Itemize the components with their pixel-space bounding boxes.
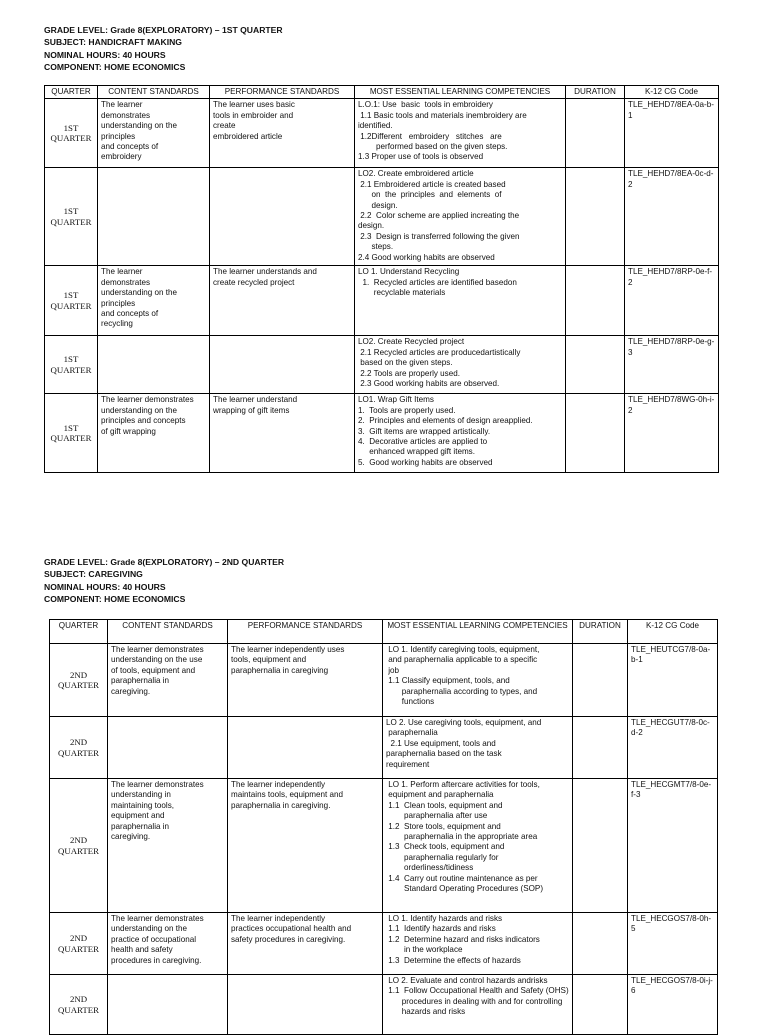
q1-table-row bbox=[45, 168, 719, 266]
q1-content-standards-cell bbox=[98, 266, 210, 336]
cell-line: procedures in caregiving. bbox=[111, 955, 202, 965]
q1-cg-code-cell: TLE_HEHD7/8RP-0e-g-3 bbox=[625, 336, 719, 394]
q1-table-row bbox=[45, 336, 719, 394]
q2-cg-code-cell: TLE_HECGMT7/8-0e-f-3 bbox=[628, 779, 718, 913]
q2-table-row bbox=[50, 779, 718, 913]
q1-quarter-header: QUARTER bbox=[45, 86, 98, 99]
q2-table-row bbox=[50, 913, 718, 975]
cell-line: of gift wrapping bbox=[101, 426, 156, 436]
cell-line: enhanced wrapped gift items. bbox=[358, 447, 475, 457]
q1-cg-code-header: K-12 CG Code bbox=[625, 86, 719, 99]
cell-line: 1.1 Basic tools and materials inembroidery are bbox=[358, 110, 527, 120]
q2-subject: SUBJECT: CAREGIVING bbox=[44, 569, 143, 580]
cell-line: hazards and risks bbox=[386, 1007, 466, 1017]
q1-competencies-cell bbox=[355, 266, 566, 336]
cell-line: 2.2 Color scheme are applied increating the bbox=[358, 211, 520, 221]
cell-line: The learner bbox=[101, 100, 143, 110]
cell-line: understanding on the bbox=[101, 121, 178, 131]
q2-cg-code-cell: TLE_HECGOS7/8-0i-j-6 bbox=[628, 975, 718, 1035]
cell-line: 2.1 Embroidered article is created based bbox=[358, 179, 506, 189]
cell-line: paraphernalia according to types, and bbox=[386, 686, 538, 696]
cell-line: job bbox=[386, 665, 400, 675]
cell-line: maintains tools, equipment and bbox=[231, 790, 344, 800]
cell-line: paraphernalia bbox=[386, 728, 438, 738]
q1-duration-header: DURATION bbox=[566, 86, 625, 99]
q2-duration-cell bbox=[573, 975, 628, 1035]
q1-performance-standards-cell bbox=[210, 99, 355, 168]
q1-header-row bbox=[45, 86, 719, 99]
q2-duration-cell bbox=[573, 644, 628, 717]
q2-cg-code-cell: TLE_HECGUT7/8-0c-d-2 bbox=[628, 717, 718, 779]
q1-header bbox=[44, 24, 283, 73]
cell-line: The learner uses basic bbox=[213, 100, 295, 110]
cell-line: 2.1 Use equipment, tools and bbox=[386, 738, 496, 748]
cell-line: demonstrates bbox=[101, 110, 151, 120]
cell-line: and concepts of bbox=[101, 309, 159, 319]
cell-line: embroidered article bbox=[213, 131, 283, 141]
cell-line: LO 1. Perform aftercare activities for tools, bbox=[386, 780, 540, 789]
q2-duration-cell bbox=[573, 717, 628, 779]
cell-line: demonstrates bbox=[101, 277, 151, 287]
q2-performance-standards-cell bbox=[228, 913, 383, 975]
q1-competencies-cell bbox=[355, 394, 566, 473]
cell-line: understanding on the bbox=[111, 924, 188, 934]
cell-line: 1.3 Determine the effects of hazards bbox=[386, 955, 521, 965]
cell-line: The learner understands and bbox=[213, 267, 317, 277]
q1-performance-standards-cell bbox=[210, 336, 355, 394]
q1-table bbox=[44, 85, 719, 473]
q1-cg-code-cell: TLE_HEHD7/8RP-0e-f-2 bbox=[625, 266, 719, 336]
q1-table-row bbox=[45, 99, 719, 168]
q2-content-standards-cell bbox=[108, 975, 228, 1035]
q2-competencies-cell bbox=[383, 913, 573, 975]
cell-line: 1.2 Store tools, equipment and bbox=[386, 821, 501, 831]
cell-line: LO 1. Identify hazards and risks bbox=[386, 914, 503, 923]
cell-line: 1.2 Determine hazard and risks indicators bbox=[386, 934, 540, 944]
q2-content-standards-cell bbox=[108, 779, 228, 913]
cell-line: principles bbox=[101, 131, 136, 141]
cell-line: paraphernalia based on the task bbox=[386, 749, 502, 759]
cell-line: Standard Operating Procedures (SOP) bbox=[386, 884, 544, 894]
q1-performance-standards-cell bbox=[210, 394, 355, 473]
cell-line: caregiving. bbox=[111, 832, 151, 842]
q1-duration-cell bbox=[566, 266, 625, 336]
cell-line: The learner demonstrates bbox=[101, 395, 194, 405]
cell-line: 1.1 Classify equipment, tools, and bbox=[386, 676, 510, 686]
q2-header-row bbox=[50, 620, 718, 644]
cell-line: 1.1 Follow Occupational Health and Safety (OHS) bbox=[386, 986, 569, 996]
cell-line: 2.3 Good working habits are observed. bbox=[358, 379, 500, 389]
q1-cg-code-cell: TLE_HEHD7/8WG-0h-i-2 bbox=[625, 394, 719, 473]
q1-grade-level: GRADE LEVEL: Grade 8(EXPLORATORY) – 1ST QUARTER bbox=[44, 25, 283, 35]
cell-line: embroidery bbox=[101, 152, 142, 162]
q2-duration-cell bbox=[573, 779, 628, 913]
q1-quarter-cell: 1ST QUARTER bbox=[45, 99, 98, 168]
q1-competencies-cell bbox=[355, 336, 566, 394]
q2-table-row bbox=[50, 644, 718, 717]
cell-line: create recycled project bbox=[213, 277, 295, 287]
cell-line: paraphernalia in the appropriate area bbox=[386, 832, 538, 842]
q2-quarter-cell: 2ND QUARTER bbox=[50, 644, 108, 717]
q2-cg-code-cell: TLE_HECGOS7/8-0h-5 bbox=[628, 913, 718, 975]
cell-line: The learner demonstrates bbox=[111, 914, 204, 923]
cell-line: identified. bbox=[358, 121, 393, 131]
cell-line: understanding in bbox=[111, 790, 171, 800]
cell-line: 2. Principles and elements of design areapplied. bbox=[358, 416, 533, 426]
cell-line: design. bbox=[358, 200, 398, 210]
cell-line: practice of occupational bbox=[111, 934, 197, 944]
cell-line: The learner demonstrates bbox=[111, 780, 204, 789]
cell-line: wrapping of gift items bbox=[213, 405, 290, 415]
q2-quarter-cell: 2ND QUARTER bbox=[50, 975, 108, 1035]
q1-performance-standards-header: PERFORMANCE STANDARDS bbox=[210, 86, 355, 99]
cell-line: paraphernalia in caregiving. bbox=[231, 800, 331, 810]
cell-line: 1.1 Clean tools, equipment and bbox=[386, 800, 503, 810]
q2-quarter-cell: 2ND QUARTER bbox=[50, 779, 108, 913]
q2-cg-code-cell: TLE_HEUTCG7/8-0a-b-1 bbox=[628, 644, 718, 717]
q2-quarter-cell: 2ND QUARTER bbox=[50, 717, 108, 779]
q2-table-row bbox=[50, 975, 718, 1035]
q1-quarter-cell: 1ST QUARTER bbox=[45, 336, 98, 394]
cell-line: tools, equipment and bbox=[231, 655, 307, 665]
q1-performance-standards-cell bbox=[210, 168, 355, 266]
cell-line: The learner independently uses bbox=[231, 645, 345, 654]
q1-content-standards-cell bbox=[98, 99, 210, 168]
q1-quarter-cell: 1ST QUARTER bbox=[45, 394, 98, 473]
q2-performance-standards-header: PERFORMANCE STANDARDS bbox=[228, 620, 383, 644]
q2-quarter-header: QUARTER bbox=[50, 620, 108, 644]
cell-line: 5. Good working habits are observed bbox=[358, 457, 493, 467]
q2-competencies-cell bbox=[383, 644, 573, 717]
cell-line: 1.2Different embroidery stitches are bbox=[358, 131, 502, 141]
q2-table-row bbox=[50, 717, 718, 779]
q1-quarter-cell: 1ST QUARTER bbox=[45, 168, 98, 266]
cell-line: 1. Tools are properly used. bbox=[358, 405, 456, 415]
q1-competencies-cell bbox=[355, 99, 566, 168]
cell-line: equipment and paraphernalia bbox=[386, 790, 494, 800]
q1-duration-cell bbox=[566, 394, 625, 473]
cell-line: and concepts of bbox=[101, 142, 159, 152]
cell-line: LO 2. Evaluate and control hazards andrisks bbox=[386, 976, 548, 985]
cell-line: 3. Gift items are wrapped artistically. bbox=[358, 426, 491, 436]
q2-performance-standards-cell bbox=[228, 779, 383, 913]
q2-nominal-hours: NOMINAL HOURS: 40 HOURS bbox=[44, 581, 166, 592]
cell-line: The learner bbox=[101, 267, 143, 277]
cell-line: equipment and bbox=[111, 811, 165, 821]
cell-line: 1.1 Identify hazards and risks bbox=[386, 924, 496, 934]
cell-line: design. bbox=[358, 221, 385, 231]
q2-duration-header: DURATION bbox=[573, 620, 628, 644]
q1-performance-standards-cell bbox=[210, 266, 355, 336]
q1-subject: SUBJECT: HANDICRAFT MAKING bbox=[44, 37, 182, 48]
cell-line: requirement bbox=[386, 759, 430, 769]
cell-line: steps. bbox=[358, 242, 394, 252]
q2-content-standards-header: CONTENT STANDARDS bbox=[108, 620, 228, 644]
q2-duration-cell bbox=[573, 913, 628, 975]
q2-competencies-cell bbox=[383, 975, 573, 1035]
cell-line: 1.3 Check tools, equipment and bbox=[386, 842, 505, 852]
cell-line: LO 2. Use caregiving tools, equipment, and bbox=[386, 718, 542, 727]
cell-line: paraphernalia in bbox=[111, 821, 170, 831]
q1-cg-code-cell: TLE_HEHD7/8EA-0c-d-2 bbox=[625, 168, 719, 266]
cell-line: 1.4 Carry out routine maintenance as per bbox=[386, 873, 538, 883]
cell-line: understanding on the use bbox=[111, 655, 203, 665]
q1-content-standards-cell bbox=[98, 394, 210, 473]
q1-table-row bbox=[45, 394, 719, 473]
q2-cg-code-header: K-12 CG Code bbox=[628, 620, 718, 644]
cell-line: LO2. Create embroidered article bbox=[358, 169, 474, 179]
cell-line: LO1. Wrap Gift Items bbox=[358, 395, 434, 405]
cell-line: based on the given steps. bbox=[358, 358, 453, 368]
q2-grade-level: GRADE LEVEL: Grade 8(EXPLORATORY) – 2ND QUARTER bbox=[44, 557, 285, 567]
cell-line: functions bbox=[386, 697, 435, 707]
cell-line: LO 1. Understand Recycling bbox=[358, 267, 460, 277]
cell-line: procedures in dealing with and for controlling bbox=[386, 996, 563, 1006]
q2-content-standards-cell bbox=[108, 913, 228, 975]
q1-nominal-hours: NOMINAL HOURS: 40 HOURS bbox=[44, 49, 166, 60]
cell-line: principles and concepts bbox=[101, 416, 186, 426]
cell-line: paraphernalia in bbox=[111, 676, 170, 686]
cell-line: safety procedures in caregiving. bbox=[231, 934, 346, 944]
q1-content-standards-cell bbox=[98, 168, 210, 266]
cell-line: 1.3 Proper use of tools is observed bbox=[358, 152, 484, 162]
cell-line: understanding on the bbox=[101, 288, 178, 298]
cell-line: The learner independently bbox=[231, 914, 326, 923]
cell-line: 1. Recycled articles are identified basedon bbox=[358, 277, 517, 287]
cell-line: of tools, equipment and bbox=[111, 665, 196, 675]
cell-line: recyclable materials bbox=[358, 288, 446, 298]
q2-content-standards-cell bbox=[108, 644, 228, 717]
cell-line: 2.4 Good working habits are observed bbox=[358, 252, 495, 262]
q1-quarter-cell: 1ST QUARTER bbox=[45, 266, 98, 336]
cell-line: health and safety bbox=[111, 945, 173, 955]
cell-line: in the workplace bbox=[386, 945, 463, 955]
cell-line: paraphernalia in caregiving bbox=[231, 665, 329, 675]
cell-line: The learner independently bbox=[231, 780, 326, 789]
q1-competencies-header: MOST ESSENTIAL LEARNING COMPETENCIES bbox=[355, 86, 566, 99]
q2-table bbox=[49, 619, 718, 1035]
q1-cg-code-cell: TLE_HEHD7/8EA-0a-b-1 bbox=[625, 99, 719, 168]
q1-competencies-cell bbox=[355, 168, 566, 266]
cell-line: 2.3 Design is transferred following the given bbox=[358, 231, 520, 241]
q2-competencies-header: MOST ESSENTIAL LEARNING COMPETENCIES bbox=[383, 620, 573, 644]
q1-content-standards-header: CONTENT STANDARDS bbox=[98, 86, 210, 99]
q2-competencies-cell bbox=[383, 717, 573, 779]
cell-line: 2.1 Recycled articles are producedartistically bbox=[358, 347, 521, 357]
q2-quarter-cell: 2ND QUARTER bbox=[50, 913, 108, 975]
cell-line: The learner understand bbox=[213, 395, 298, 405]
q2-competencies-cell bbox=[383, 779, 573, 913]
cell-line: orderliness/tidiness bbox=[386, 863, 474, 873]
q1-duration-cell bbox=[566, 336, 625, 394]
cell-line: and paraphernalia applicable to a specific bbox=[386, 655, 538, 665]
q2-header bbox=[44, 556, 284, 605]
q1-component: COMPONENT: HOME ECONOMICS bbox=[44, 61, 186, 72]
cell-line: performed based on the given steps. bbox=[358, 142, 508, 152]
q2-performance-standards-cell bbox=[228, 644, 383, 717]
q2-component: COMPONENT: HOME ECONOMICS bbox=[44, 593, 186, 604]
cell-line: 4. Decorative articles are applied to bbox=[358, 437, 488, 447]
q1-duration-cell bbox=[566, 99, 625, 168]
cell-line: LO2. Create Recycled project bbox=[358, 337, 465, 347]
cell-line: on the principles and elements of bbox=[358, 190, 502, 200]
cell-line: understanding on the bbox=[101, 405, 178, 415]
cell-line: LO 1. Identify caregiving tools, equipment, bbox=[386, 645, 540, 654]
cell-line: L.O.1: Use basic tools in embroidery bbox=[358, 100, 493, 110]
q2-performance-standards-cell bbox=[228, 975, 383, 1035]
cell-line: caregiving. bbox=[111, 686, 151, 696]
cell-line: practices occupational health and bbox=[231, 924, 352, 934]
cell-line: The learner demonstrates bbox=[111, 645, 204, 654]
cell-line: 2.2 Tools are properly used. bbox=[358, 368, 460, 378]
q1-table-row bbox=[45, 266, 719, 336]
q2-content-standards-cell bbox=[108, 717, 228, 779]
cell-line: maintaining tools, bbox=[111, 800, 174, 810]
q2-performance-standards-cell bbox=[228, 717, 383, 779]
q1-duration-cell bbox=[566, 168, 625, 266]
cell-line: paraphernalia regularly for bbox=[386, 852, 499, 862]
cell-line: paraphernalia after use bbox=[386, 811, 488, 821]
cell-line: tools in embroider and bbox=[213, 110, 294, 120]
cell-line: recycling bbox=[101, 319, 133, 329]
cell-line: principles bbox=[101, 298, 136, 308]
q1-content-standards-cell bbox=[98, 336, 210, 394]
cell-line: create bbox=[213, 121, 236, 131]
